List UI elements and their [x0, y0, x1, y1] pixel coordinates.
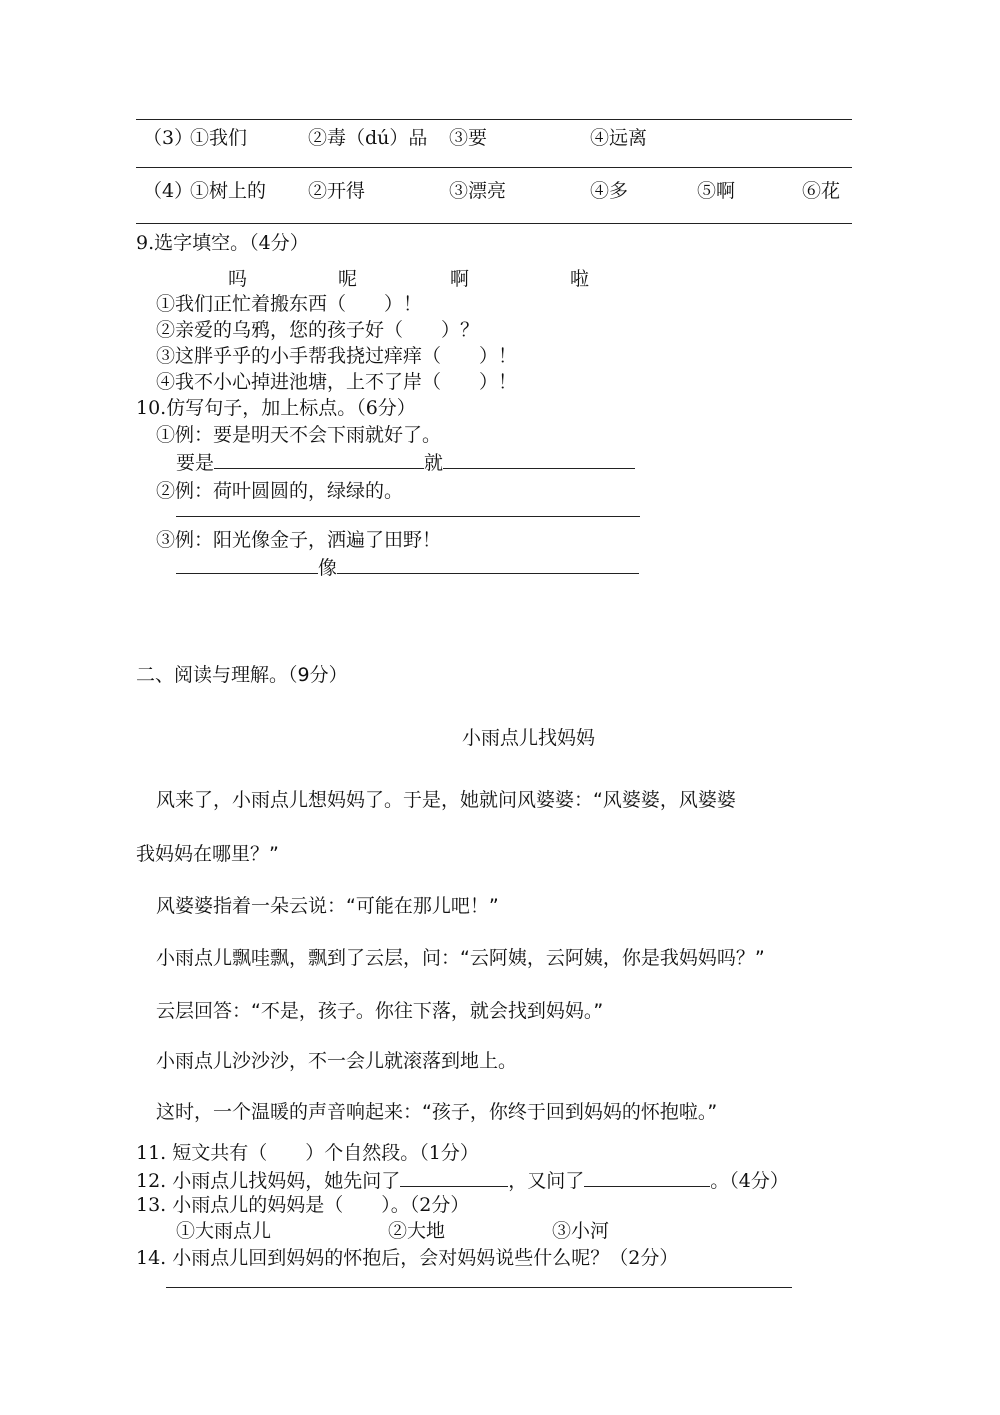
story-paragraph-5: 小雨点儿沙沙沙，不一会儿就滚落到地上。 [156, 1050, 518, 1072]
q13-option-2: ②大地 [388, 1220, 446, 1242]
q8-top-rule [136, 119, 852, 120]
q9-choice-3: 啊 [450, 268, 470, 290]
q10-answer-3 [176, 555, 639, 579]
q9-title: 9.选字填空。（4分） [136, 232, 309, 254]
section-2-title: 二、阅读与理解。（9分） [136, 664, 348, 686]
q8-row3-word-1: ①我们 [190, 127, 248, 149]
q14: 14. 小雨点儿回到妈妈的怀抱后，会对妈妈说些什么呢？（2分） [136, 1247, 679, 1269]
q13-option-1: ①大雨点儿 [176, 1220, 272, 1242]
q10-example-1: ①例：要是明天不会下雨就好了。 [156, 424, 442, 446]
q8-row4-word-6: ⑥花 [802, 180, 841, 202]
q12-part-1: 12. 小雨点儿找妈妈，她先问了 [136, 1170, 401, 1192]
story-paragraph-1: 风来了，小雨点儿想妈妈了。于是，她就问风婆婆：“风婆婆，风婆婆 [156, 789, 736, 811]
q8-row4-word-5: ⑤啊 [697, 180, 736, 202]
q9-choice-4: 啦 [570, 268, 590, 290]
q9-choice-1: 吗 [228, 268, 248, 290]
q10-answer-1 [176, 450, 635, 474]
q10-example-2: ②例：荷叶圆圆的，绿绿的。 [156, 480, 404, 502]
story-paragraph-6: 这时，一个温暖的声音响起来：“孩子，你终于回到妈妈的怀抱啦。” [156, 1101, 718, 1123]
q8-row4-word-1: ①树上的 [190, 180, 267, 202]
q10-answer-3-middle: 像 [318, 557, 338, 579]
q8-row4-word-3: ③漂亮 [449, 180, 507, 202]
q10-title: 10.仿写句子，加上标点。（6分） [136, 397, 416, 419]
q10-answer-3-blank-b[interactable] [337, 555, 639, 574]
q13-option-3: ③小河 [552, 1220, 610, 1242]
q13-stem: 13. 小雨点儿的妈妈是（ ）。（2分） [136, 1194, 470, 1216]
q9-item-3: ③这胖乎乎的小手帮我挠过痒痒（ ）！ [156, 345, 518, 367]
q10-answer-1-prefix: 要是 [176, 452, 215, 474]
q8-row3-word-2: ②毒（dú）品 [308, 127, 428, 149]
q9-item-4: ④我不小心掉进池塘，上不了岸（ ）！ [156, 371, 518, 393]
q10-answer-3-blank-a[interactable] [176, 555, 318, 574]
q8-row3-number: （3） [143, 127, 194, 149]
q12-blank-1[interactable] [400, 1168, 508, 1187]
q14-answer-line[interactable] [166, 1287, 792, 1288]
story-paragraph-3: 小雨点儿飘哇飘，飘到了云层，问：“云阿姨，云阿姨，你是我妈妈吗？” [156, 947, 765, 969]
q12-blank-2[interactable] [584, 1168, 710, 1187]
q8-row3-word-3: ③要 [449, 127, 488, 149]
q10-answer-1-blank-b[interactable] [443, 450, 635, 469]
story-paragraph-1-cont: 我妈妈在哪里？” [136, 843, 279, 865]
q10-answer-1-blank-a[interactable] [214, 450, 424, 469]
story-paragraph-4: 云层回答：“不是，孩子。你往下落，就会找到妈妈。” [156, 1000, 604, 1022]
q10-example-3: ③例：阳光像金子，洒遍了田野！ [156, 529, 442, 551]
q10-answer-2-line[interactable] [176, 516, 640, 517]
q10-answer-1-middle: 就 [424, 452, 444, 474]
q9-item-1: ①我们正忙着搬东西（ ）！ [156, 293, 423, 315]
q12-part-2: ，又问了 [508, 1170, 585, 1192]
story-title: 小雨点儿找妈妈 [462, 727, 596, 749]
q12-part-3: 。（4分） [710, 1170, 789, 1192]
q8-row4-number: （4） [143, 180, 194, 202]
q8-row4-word-2: ②开得 [308, 180, 366, 202]
q9-choice-2: 呢 [338, 268, 358, 290]
q8-answer-rule-3 [136, 167, 852, 168]
q8-row4-word-4: ④多 [590, 180, 629, 202]
q9-item-2: ②亲爱的乌鸦，您的孩子好（ ）？ [156, 319, 480, 341]
q8-row3-word-4: ④远离 [590, 127, 648, 149]
q12 [136, 1168, 789, 1192]
q8-answer-rule-4 [136, 223, 852, 224]
q11: 11. 短文共有（ ）个自然段。（1分） [136, 1142, 479, 1164]
story-paragraph-2: 风婆婆指着一朵云说：“可能在那儿吧！” [156, 895, 499, 917]
